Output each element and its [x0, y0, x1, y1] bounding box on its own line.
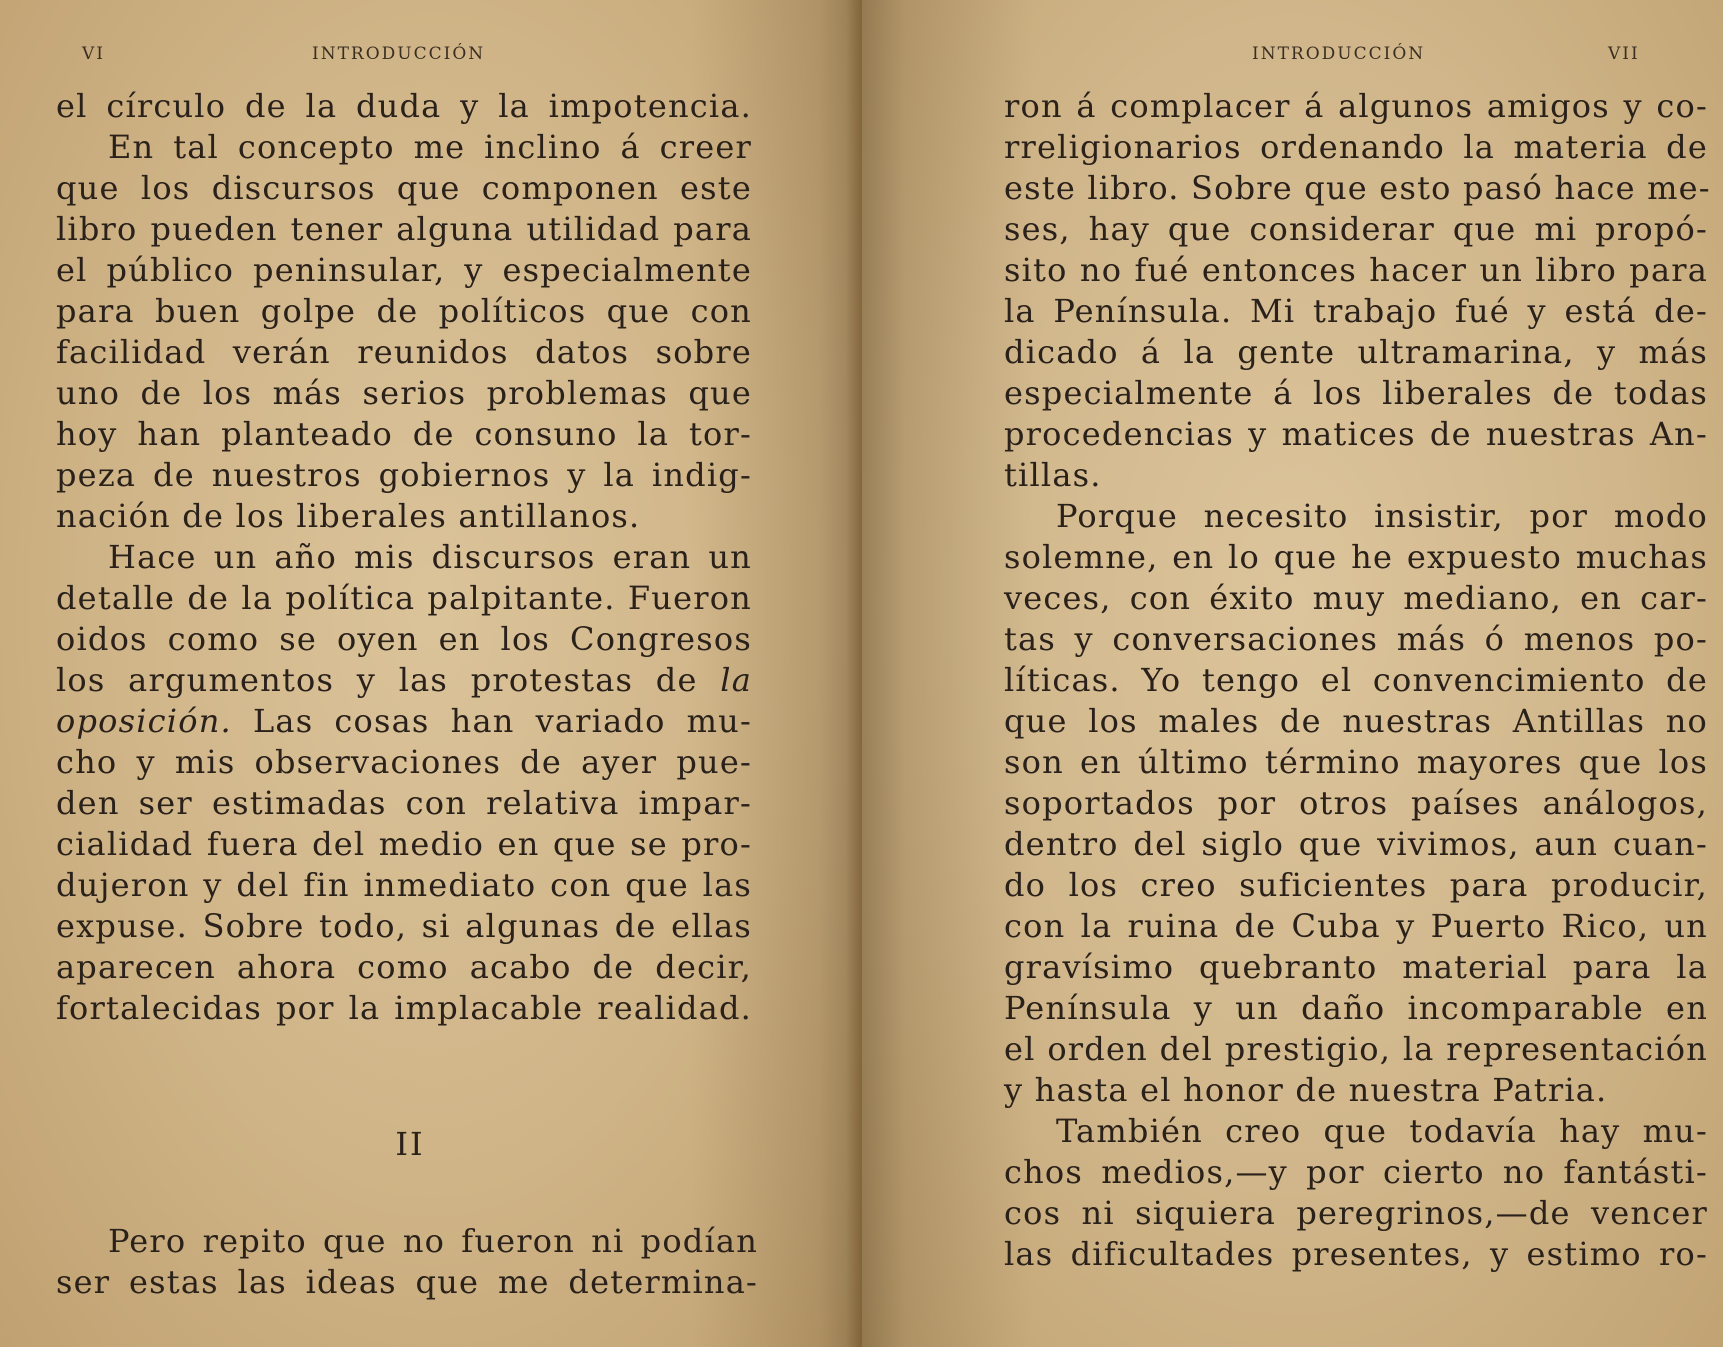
- text-line: cho y mis observaciones de ayer pue-: [56, 743, 752, 781]
- text-line: con la ruina de Cuba y Puerto Rico, un: [1004, 907, 1708, 945]
- text-line: Hace un año mis discursos eran un: [108, 538, 752, 576]
- text-line: cos ni siquiera peregrinos,—de vencer: [1004, 1194, 1708, 1232]
- text-line: Pero repito que no fueron ni podían: [108, 1222, 758, 1260]
- text-line: el círculo de la duda y la impotencia.: [56, 87, 752, 125]
- left-page-number: VI: [82, 44, 105, 64]
- text-line: sito no fué entonces hacer un libro para: [1004, 251, 1708, 289]
- text-line: uno de los más serios problemas que: [56, 374, 752, 412]
- right-page: [862, 0, 1723, 1347]
- text-line: También creo que todavía hay mu-: [1056, 1112, 1708, 1150]
- right-body-text: [1004, 86, 1711, 1275]
- right-running-head: INTRODUCCIÓN: [1252, 44, 1426, 64]
- right-page-number: VII: [1608, 44, 1640, 64]
- italic-fragment: oposición.: [56, 702, 232, 740]
- text-line: especialmente á los liberales de todas: [1004, 374, 1708, 412]
- text-line: expuse. Sobre todo, si algunas de ellas: [56, 907, 752, 945]
- text-line: las dificultades presentes, y estimo ro-: [1004, 1235, 1708, 1273]
- text-line: dicado á la gente ultramarina, y más: [1004, 333, 1708, 371]
- text-line: facilidad verán reunidos datos sobre: [56, 333, 752, 371]
- text-line: el orden del prestigio, la representación: [1004, 1030, 1708, 1068]
- text-line: Porque necesito insistir, por modo: [1056, 497, 1708, 535]
- text-line: líticas. Yo tengo el convencimiento de: [1004, 661, 1708, 699]
- text-line: nación de los liberales antillanos.: [56, 497, 641, 535]
- text-line: peza de nuestros gobiernos y la indig-: [56, 456, 752, 494]
- text-line: hoy han planteado de consuno la tor-: [56, 415, 752, 453]
- text-line: la Península. Mi trabajo fué y está de-: [1004, 292, 1708, 330]
- text-line: son en último término mayores que los: [1004, 743, 1708, 781]
- text-line: [56, 701, 752, 742]
- text-line: el público peninsular, y especialmente: [56, 251, 752, 289]
- text-line: tas y conversaciones más ó menos po-: [1004, 620, 1708, 658]
- text-line: aparecen ahora como acabo de decir,: [56, 948, 752, 986]
- text-line: procedencias y matices de nuestras An-: [1004, 415, 1708, 453]
- text-line: chos medios,—y por cierto no fantásti-: [1004, 1153, 1708, 1191]
- italic-fragment: la: [720, 661, 752, 699]
- text-line: detalle de la política palpitante. Fueron: [56, 579, 752, 617]
- text-line: rreligionarios ordenando la materia de: [1004, 128, 1708, 166]
- text-line: dentro del siglo que vivimos, aun cuan-: [1004, 825, 1708, 863]
- text-line: que los males de nuestras Antillas no: [1004, 702, 1708, 740]
- text-line: y hasta el honor de nuestra Patria.: [1004, 1071, 1608, 1109]
- text-line: den ser estimadas con relativa impar-: [56, 784, 752, 822]
- text-line: veces, con éxito muy mediano, en car-: [1004, 579, 1708, 617]
- left-body-text: [56, 86, 752, 1029]
- text-line: dujeron y del fin inmediato con que las: [56, 866, 752, 904]
- text-line: fortalecidas por la implacable realidad.: [56, 989, 752, 1027]
- text-line: tillas.: [1004, 456, 1102, 494]
- text-line: solemne, en lo que he expuesto muchas: [1004, 538, 1708, 576]
- text-line: oidos como se oyen en los Congresos: [56, 620, 752, 658]
- text-line: que los discursos que componen este: [56, 169, 752, 207]
- section-number: II: [395, 1125, 425, 1163]
- text-line: libro pueden tener alguna utilidad para: [56, 210, 752, 248]
- text-line: [56, 660, 752, 701]
- text-line: En tal concepto me inclino á creer: [108, 128, 752, 166]
- text-line: do los creo suficientes para producir,: [1004, 866, 1708, 904]
- text-line: este libro. Sobre que esto pasó hace me-: [1004, 169, 1711, 207]
- text-line: gravísimo quebranto material para la: [1004, 948, 1708, 986]
- text-line: cialidad fuera del medio en que se pro-: [56, 825, 752, 863]
- text-line: Península y un daño incomparable en: [1004, 989, 1708, 1027]
- text-fragment: Las cosas han variado mu-: [252, 702, 753, 740]
- text-fragment: los argumentos y las protestas de: [56, 661, 698, 699]
- text-line: ses, hay que considerar que mi propó-: [1004, 210, 1708, 248]
- text-line: soportados por otros países análogos,: [1004, 784, 1708, 822]
- text-line: ron á complacer á algunos amigos y co-: [1004, 87, 1708, 125]
- left-section-text: [56, 1221, 758, 1303]
- left-running-head: INTRODUCCIÓN: [312, 44, 486, 64]
- text-line: para buen golpe de políticos que con: [56, 292, 752, 330]
- text-line: ser estas las ideas que me determina-: [56, 1263, 758, 1301]
